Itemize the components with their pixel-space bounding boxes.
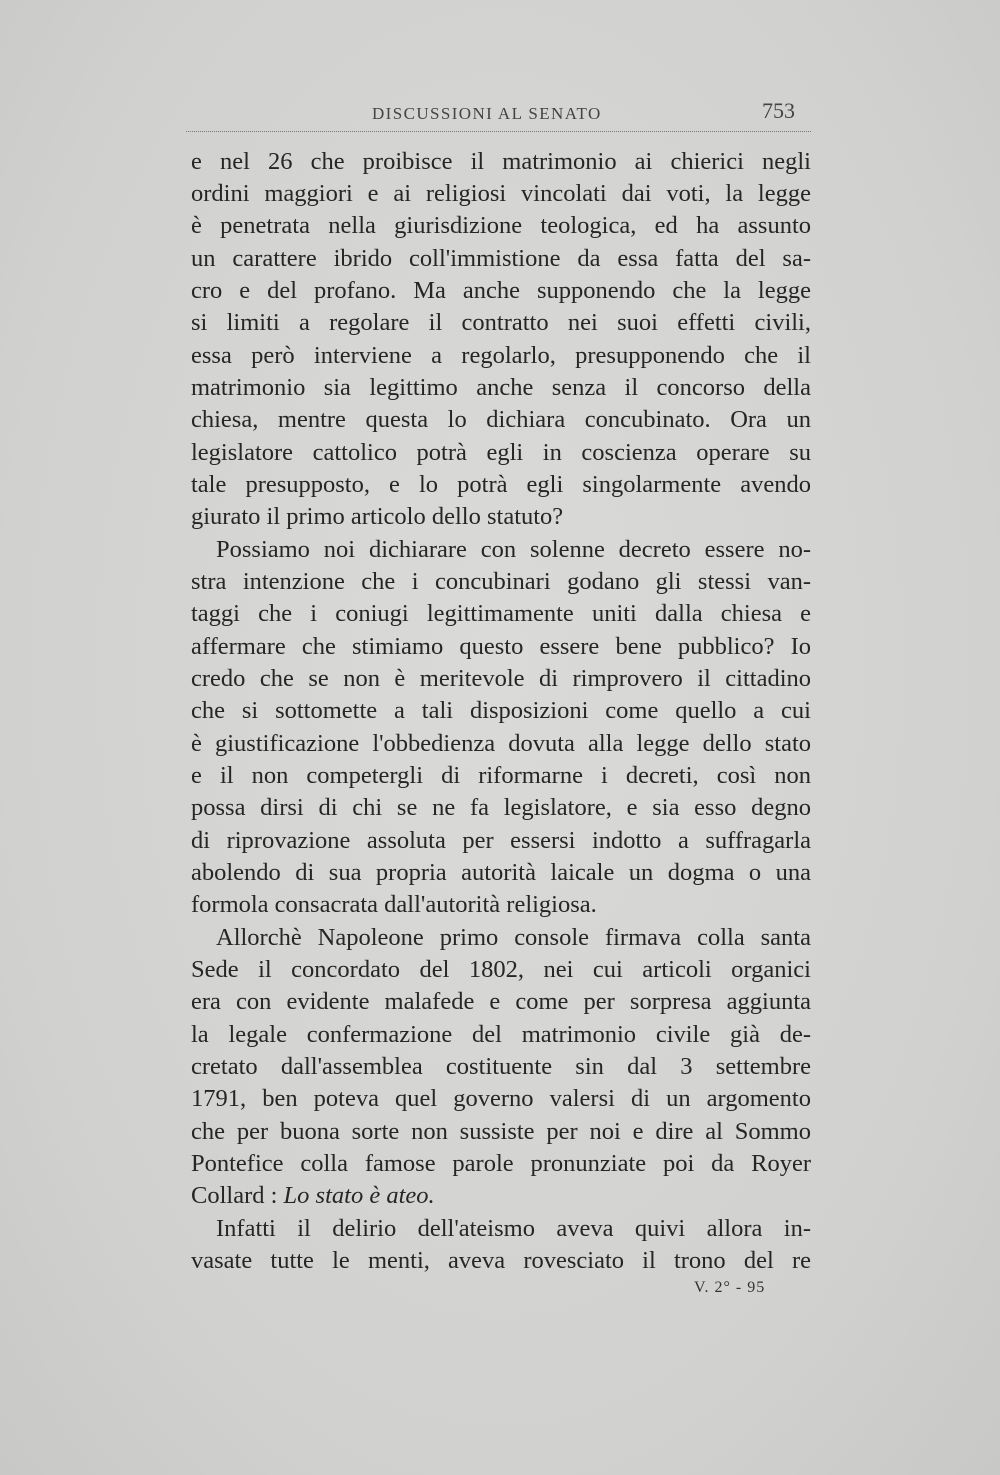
text-line: è penetrata nella giurisdizione teologica, ed ha assunto (191, 212, 811, 239)
text-line: giurato il primo articolo dello statuto? (191, 503, 564, 530)
text-line: vasate tutte le menti, aveva rovesciato il trono del re (191, 1247, 811, 1274)
text-line: ordini maggiori e ai religiosi vincolati dai voti, la legge (191, 180, 811, 207)
text-line: la legale confermazione del matrimonio civile già de- (191, 1021, 811, 1048)
text-line: Sede il concordato del 1802, nei cui articoli organici (191, 956, 811, 983)
text-line: cretato dall'assemblea costituente sin dal 3 settembre (191, 1053, 811, 1080)
text-line: formola consacrata dall'autorità religiosa. (191, 891, 597, 918)
paragraph-first-line: Infatti il delirio dell'ateismo aveva quivi allora in- (216, 1215, 811, 1242)
running-head: DISCUSSIONI AL SENATO (372, 104, 602, 123)
text-line: un carattere ibrido coll'immistione da essa fatta del sa- (191, 245, 811, 272)
text-line: che per buona sorte non sussiste per noi e dire al Sommo (191, 1118, 811, 1145)
text-line: tale presupposto, e lo potrà egli singolarmente avendo (191, 471, 811, 498)
text-line (191, 1247, 811, 1279)
text-line: 1791, ben poteva quel governo valersi di un argomento (191, 1085, 811, 1112)
text-line: è giustificazione l'obbedienza dovuta alla legge dello stato (191, 730, 811, 757)
paragraph-first-line: Allorchè Napoleone primo console firmava colla santa (216, 924, 811, 951)
text-line: era con evidente malafede e come per sorpresa aggiunta (191, 988, 811, 1015)
text-line: legislatore cattolico potrà egli in coscienza operare su (191, 439, 811, 466)
header-rule (186, 131, 811, 132)
text-line: e il non competergli di riformarne i decreti, così non (191, 762, 811, 789)
text-line: cro e del profano. Ma anche supponendo che la legge (191, 277, 811, 304)
text-line: si limiti a regolare il contratto nei suoi effetti civili, (191, 309, 811, 336)
italic-quotation: Lo stato è ateo. (283, 1182, 435, 1209)
paragraph-first-line: Possiamo noi dichiarare con solenne decreto essere no- (216, 536, 811, 563)
text-line: di riprovazione assoluta per essersi indotto a suffragarla (191, 827, 811, 854)
text-line: matrimonio sia legittimo anche senza il concorso della (191, 374, 811, 401)
text-line: essa però interviene a regolarlo, presupponendo che il (191, 342, 811, 369)
text-line: possa dirsi di chi se ne fa legislatore, e sia esso degno (191, 794, 811, 821)
text-line: taggi che i coniugi legittimamente uniti dalla chiesa e (191, 600, 811, 627)
text-line: Pontefice colla famose parole pronunziate poi da Royer (191, 1150, 811, 1177)
text-line: abolendo di sua propria autorità laicale un dogma o una (191, 859, 811, 886)
text-line: che si sottomette a tali disposizioni come quello a cui (191, 697, 811, 724)
text-line: e nel 26 che proibisce il matrimonio ai chierici negli (191, 148, 811, 175)
signature-mark: V. 2° - 95 (694, 1279, 766, 1296)
text-line (191, 1180, 811, 1212)
text-fragment: Collard : (191, 1182, 278, 1209)
text-line: stra intenzione che i concubinari godano gli stessi van- (191, 568, 811, 595)
page-number: 753 (762, 98, 795, 123)
text-line: chiesa, mentre questa lo dichiara concubinato. Ora un (191, 406, 811, 433)
text-line: credo che se non è meritevole di rimprovero il cittadino (191, 665, 811, 692)
text-line: affermare che stimiamo questo essere bene pubblico? Io (191, 633, 811, 660)
